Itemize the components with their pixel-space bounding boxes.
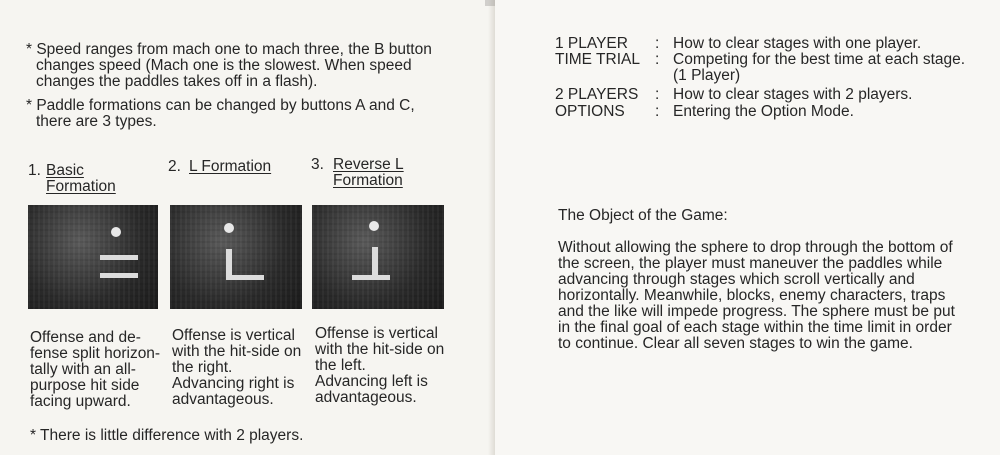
mode-2-desc-line-2: (1 Player) <box>673 67 741 84</box>
formation-2-desc-line-5: advantageous. <box>172 391 274 408</box>
formation-2-number: 2. <box>168 158 181 175</box>
formation-3-title-line-1: Reverse L <box>333 156 404 173</box>
mode-2-name: TIME TRIAL <box>555 51 640 68</box>
two-player-note: * There is little difference with 2 players. <box>30 427 304 444</box>
sphere <box>369 221 379 231</box>
mode-3-colon: : <box>655 86 660 103</box>
speed-bullet-line-2: changes speed (Mach one is the slowest. When speed <box>36 57 412 74</box>
sphere <box>224 223 234 233</box>
formation-bullet-line-2: there are 3 types. <box>36 113 157 130</box>
formation-3-desc-line-1: Offense is vertical <box>315 325 438 342</box>
formation-1-desc-line-3: tally with an all- <box>30 361 136 378</box>
object-body-line-5: and the like will impede progress. The sphere must be put <box>558 303 955 320</box>
mode-1-name: 1 PLAYER <box>555 35 628 52</box>
mode-4-desc: Entering the Option Mode. <box>673 103 854 120</box>
reverse-l-formation-screenshot <box>312 205 444 309</box>
defense-paddle <box>226 275 264 280</box>
formation-3-title-line-2: Formation <box>333 172 403 189</box>
formation-3-desc-line-3: the left. <box>315 357 366 374</box>
left-page <box>0 0 495 455</box>
formation-3-desc-line-4: Advancing left is <box>315 373 428 390</box>
object-body-line-7: to continue. Clear all seven stages to win the game. <box>558 335 913 352</box>
formation-1-number: 1. <box>28 162 41 179</box>
mode-1-desc: How to clear stages with one player. <box>673 35 922 52</box>
formation-3-number: 3. <box>311 156 324 173</box>
formation-1-desc-line-2: fense split horizon- <box>30 345 161 362</box>
defense-paddle <box>352 275 390 280</box>
formation-2-desc-line-4: Advancing right is <box>172 375 295 392</box>
object-body-line-2: the screen, the player must maneuver the paddles while <box>558 255 943 272</box>
formation-1-desc-line-1: Offense and de- <box>30 329 141 346</box>
formation-2-desc-line-1: Offense is vertical <box>172 327 295 344</box>
object-heading: The Object of the Game: <box>558 207 728 224</box>
formation-3-desc-line-5: advantageous. <box>315 389 417 406</box>
speed-bullet-line-1: * Speed ranges from mach one to mach three, the B button <box>26 41 432 58</box>
object-body-line-1: Without allowing the sphere to drop through the bottom of <box>558 239 953 256</box>
formation-1-desc-line-4: purpose hit side <box>30 377 140 394</box>
mode-3-desc: How to clear stages with 2 players. <box>673 86 913 103</box>
formation-bullet-line-1: * Paddle formations can be changed by buttons A and C, <box>26 97 415 114</box>
right-page <box>495 0 1000 455</box>
formation-1-title-line-1: Basic <box>46 162 84 179</box>
offense-paddle <box>100 255 138 260</box>
mode-4-colon: : <box>655 103 660 120</box>
basic-formation-screenshot <box>28 205 158 309</box>
formation-2-title-line-1: L Formation <box>189 158 272 175</box>
formation-3-desc-line-2: with the hit-side on <box>315 341 445 358</box>
speed-bullet-line-3: changes the paddles takes off in a flash). <box>36 73 318 90</box>
defense-paddle <box>100 273 138 278</box>
sphere <box>111 227 121 237</box>
formation-1-title-line-2: Formation <box>46 178 116 195</box>
formation-2-desc-line-2: with the hit-side on <box>172 343 302 360</box>
object-body-line-3: advancing through stages which scroll vertically and <box>558 271 915 288</box>
formation-1-desc-line-5: facing upward. <box>30 393 131 410</box>
mode-3-name: 2 PLAYERS <box>555 86 639 103</box>
object-body-line-4: horizontally. Meanwhile, blocks, enemy characters, traps <box>558 287 946 304</box>
object-body-line-6: in the final goal of each stage within the time limit in order <box>558 319 952 336</box>
mode-2-colon: : <box>655 51 660 68</box>
mode-4-name: OPTIONS <box>555 103 625 120</box>
mode-1-colon: : <box>655 35 660 52</box>
formation-2-desc-line-3: the right. <box>172 359 233 376</box>
l-formation-screenshot <box>170 205 302 309</box>
mode-2-desc-line-1: Competing for the best time at each stage. <box>673 51 966 68</box>
